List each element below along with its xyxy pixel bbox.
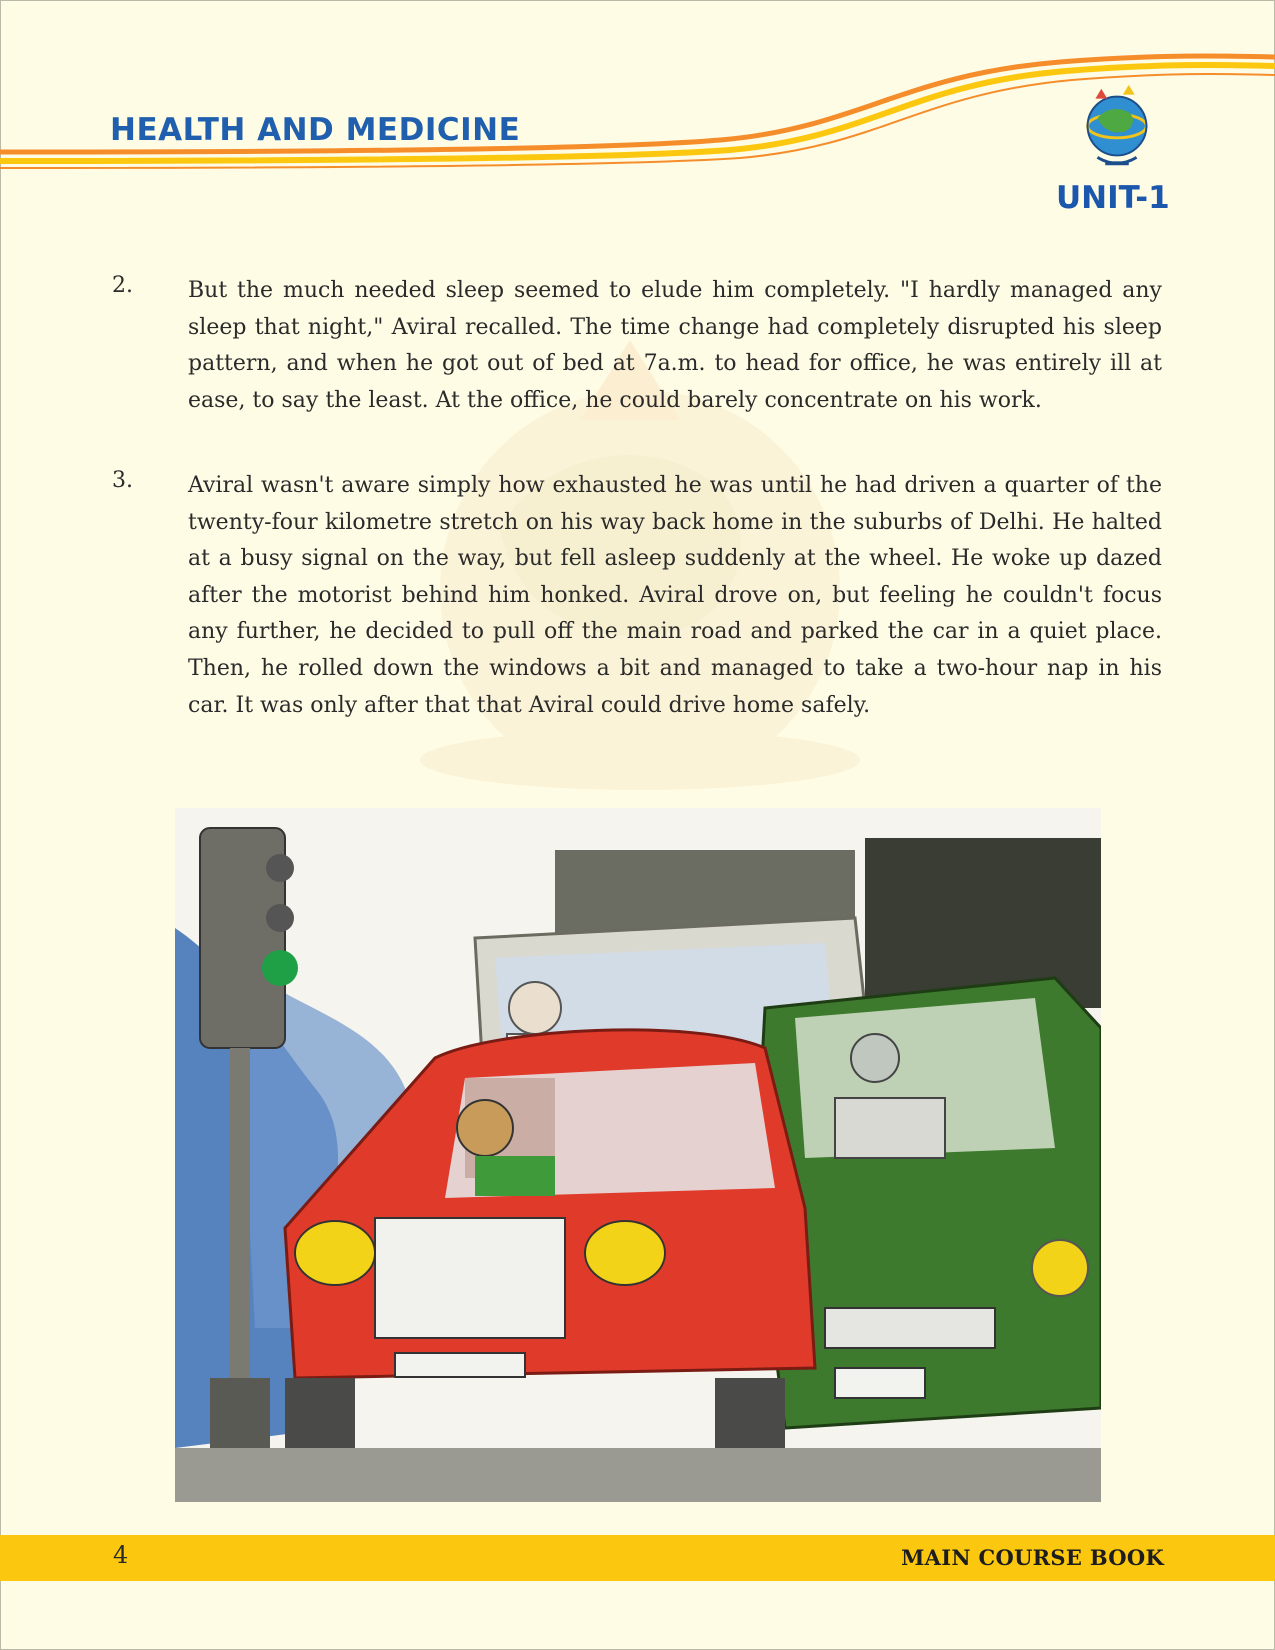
- paragraph-text: But the much needed sleep seemed to elude him completely. "I hardly managed any sleep that night," Aviral recalled. The time change had completely disrupted his sleep pattern, and when he got out of bed at 7a.m. to head for office, he was entirely ill at ease, to say the least. At the office, he could barely concentrate on his work.: [188, 278, 1162, 413]
- paragraph-number: 2.: [112, 273, 133, 298]
- unit-label: UNIT-1: [1056, 180, 1170, 216]
- chapter-title: HEALTH AND MEDICINE: [110, 112, 521, 148]
- page-number: 4: [113, 1541, 129, 1569]
- paragraph-number: 3.: [112, 468, 133, 493]
- book-title: MAIN COURSE BOOK: [901, 1545, 1164, 1570]
- paragraph-text: Aviral wasn't aware simply how exhausted he was until he had driven a quarter of the twenty-four kilometre stretch on his way back home in the suburbs of Delhi. He halted at a busy signal on the way, but fell asleep suddenly at the wheel. He woke up dazed after the motorist behind him honked. Aviral drove on, but feeling he couldn't focus any further, he decided to pull off the main road and parked the car in a quiet place. Then, he rolled down the windows a bit and managed to take a two-hour nap in his car. It was only after that that Aviral could drive home safely.: [188, 473, 1162, 718]
- traffic-scene-illustration: [175, 808, 1101, 1502]
- publisher-logo: [1068, 78, 1166, 178]
